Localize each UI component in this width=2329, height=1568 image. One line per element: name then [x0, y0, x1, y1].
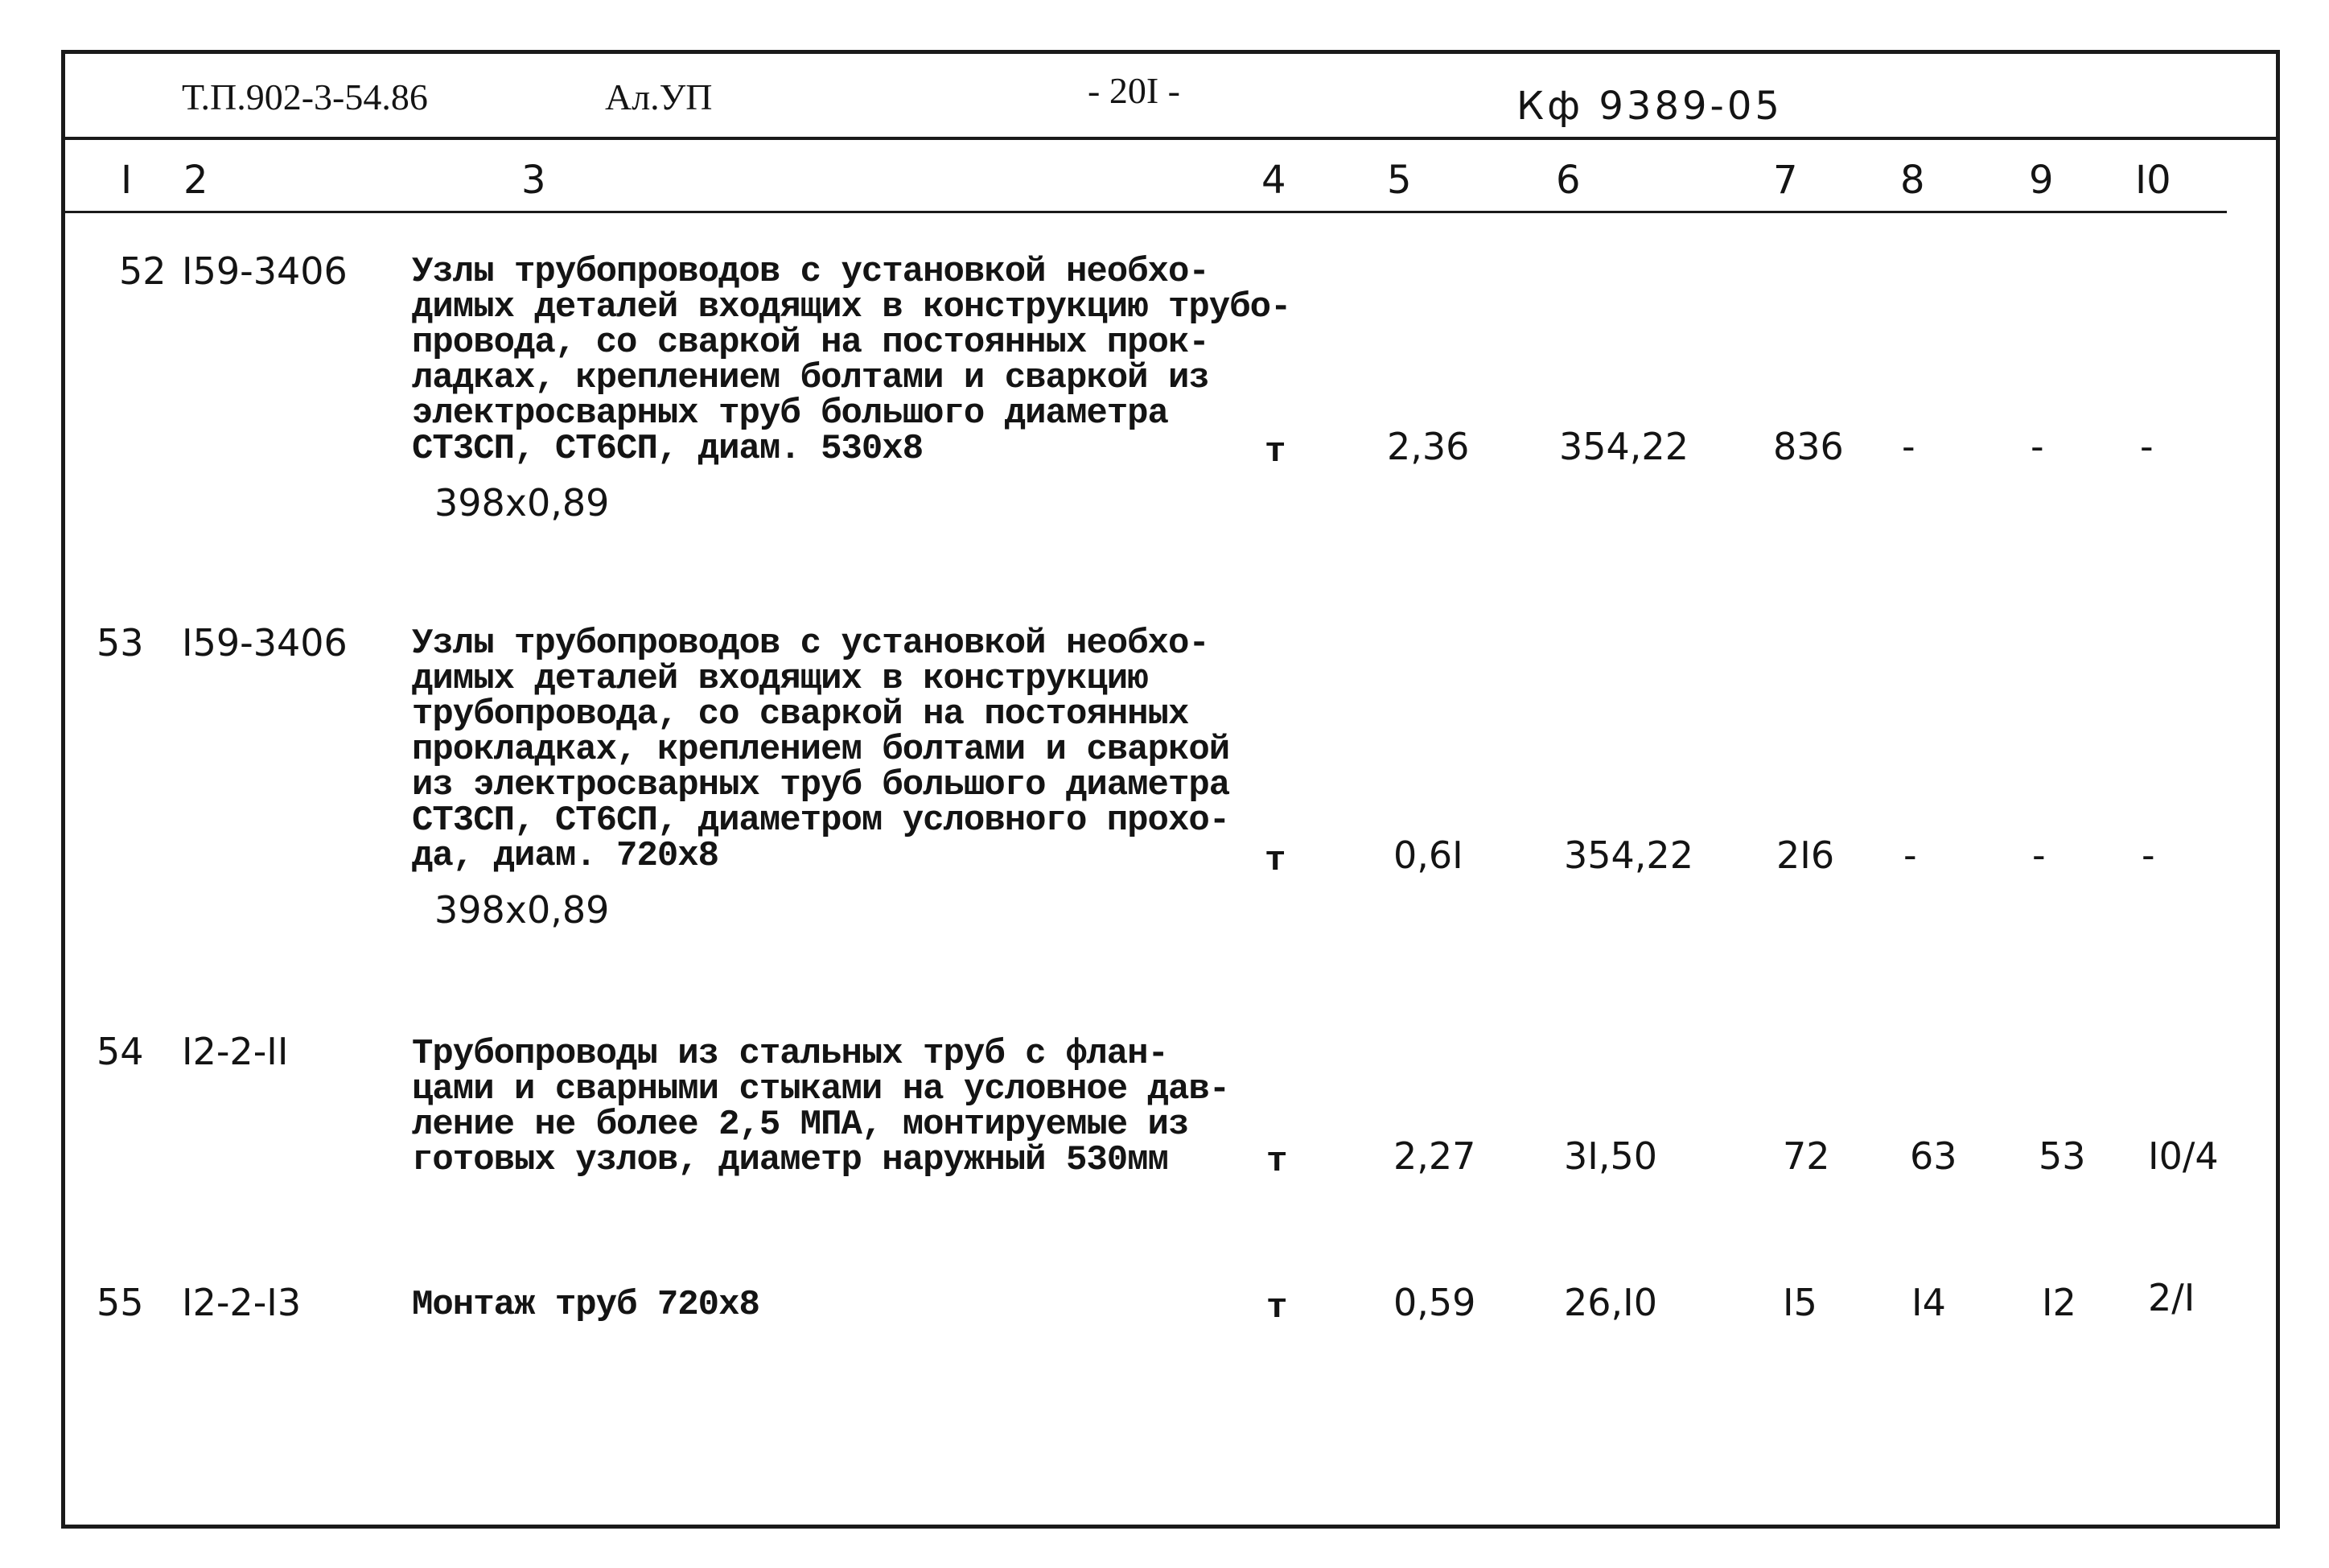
- row-col5: 0,6I: [1393, 833, 1463, 877]
- row-desc-line: Монтаж труб 720х8: [412, 1285, 759, 1325]
- row-col9: -: [2031, 425, 2044, 468]
- row-desc-line: Узлы трубопроводов с установкой необхо-: [412, 252, 1209, 292]
- row-unit: т: [1266, 1142, 1288, 1182]
- album-label: Ал.УП: [605, 76, 713, 117]
- row-unit: т: [1266, 1288, 1288, 1328]
- col-num-6: 6: [1556, 158, 1581, 203]
- row-code: I59-3406: [182, 621, 348, 665]
- row-desc-line: готовых узлов, диаметр наружный 530мм: [412, 1140, 1168, 1180]
- row-number: 52: [119, 249, 167, 293]
- row-col6: 354,22: [1559, 425, 1689, 468]
- row-extra: 398х0,89: [434, 888, 610, 932]
- archive-stamp: Кф 9389-05: [1516, 84, 1783, 129]
- row-col10: I0/4: [2148, 1134, 2219, 1178]
- row-number: 53: [97, 621, 144, 665]
- row-col9: -: [2032, 833, 2046, 877]
- row-col7: 72: [1783, 1134, 1830, 1178]
- row-col7: 2I6: [1776, 833, 1835, 877]
- row-desc-line: провода, со сваркой на постоянных прок-: [412, 323, 1209, 363]
- row-desc-line: СТ3СП, СТ6СП, диам. 530х8: [412, 429, 924, 469]
- row-desc-line: прокладках, креплением болтами и сваркой: [412, 730, 1230, 770]
- row-desc-line: Узлы трубопроводов с установкой необхо-: [412, 623, 1209, 664]
- row-desc-line: электросварных труб большого диаметра: [412, 393, 1168, 434]
- col-num-5: 5: [1387, 158, 1412, 203]
- col-num-8: 8: [1900, 158, 1925, 203]
- row-col8: I4: [1911, 1281, 1946, 1324]
- column-header-underline: [63, 211, 2227, 213]
- row-number: 55: [97, 1281, 144, 1324]
- row-col8: -: [1902, 425, 1915, 468]
- row-col9: I2: [2042, 1281, 2076, 1324]
- row-col8: 63: [1910, 1134, 1957, 1178]
- row-desc-line: цами и сварными стыками на условное дав-: [412, 1069, 1230, 1109]
- row-code: I2-2-II: [182, 1030, 289, 1073]
- col-num-4: 4: [1261, 158, 1286, 203]
- row-col9: 53: [2039, 1134, 2086, 1178]
- row-col10: -: [2142, 833, 2155, 877]
- row-col5: 2,36: [1387, 425, 1470, 468]
- row-unit: т: [1265, 432, 1286, 472]
- row-desc-line: да, диам. 720х8: [412, 836, 719, 876]
- row-col6: 354,22: [1564, 833, 1693, 877]
- row-desc-line: димых деталей входящих в конструкцию трубо-: [412, 287, 1291, 327]
- row-unit: т: [1265, 841, 1286, 881]
- row-code: I59-3406: [182, 249, 348, 293]
- col-num-1: I: [121, 158, 133, 203]
- header-divider: [63, 137, 2277, 140]
- row-desc-line: трубопровода, со сваркой на постоянных: [412, 694, 1189, 735]
- row-extra: 398х0,89: [434, 481, 610, 525]
- col-num-7: 7: [1773, 158, 1798, 203]
- row-col6: 3I,50: [1564, 1134, 1657, 1178]
- col-num-2: 2: [183, 158, 208, 203]
- row-col10: -: [2140, 425, 2154, 468]
- row-col7: I5: [1783, 1281, 1817, 1324]
- page-number: - 20I -: [1088, 70, 1180, 111]
- row-code: I2-2-I3: [182, 1281, 302, 1324]
- row-col8: -: [1903, 833, 1917, 877]
- row-desc-line: из электросварных труб большого диаметра: [412, 765, 1230, 805]
- row-desc-line: Трубопроводы из стальных труб с флан-: [412, 1034, 1168, 1074]
- row-number: 54: [97, 1030, 144, 1073]
- row-col10: 2/I: [2148, 1276, 2195, 1319]
- row-desc-line: СТ3СП, СТ6СП, диаметром условного прохо-: [412, 800, 1230, 841]
- row-col5: 2,27: [1393, 1134, 1476, 1178]
- row-desc-line: димых деталей входящих в конструкцию: [412, 659, 1148, 699]
- row-col6: 26,I0: [1564, 1281, 1657, 1324]
- row-desc-line: ладках, креплением болтами и сваркой из: [412, 358, 1209, 398]
- row-col5: 0,59: [1393, 1281, 1476, 1324]
- col-num-10: I0: [2135, 158, 2171, 203]
- doc-code: Т.П.902-3-54.86: [182, 76, 428, 117]
- row-desc-line: ление не более 2,5 МПА, монтируемые из: [412, 1105, 1189, 1145]
- col-num-9: 9: [2029, 158, 2054, 203]
- col-num-3: 3: [521, 158, 546, 203]
- row-col7: 836: [1773, 425, 1844, 468]
